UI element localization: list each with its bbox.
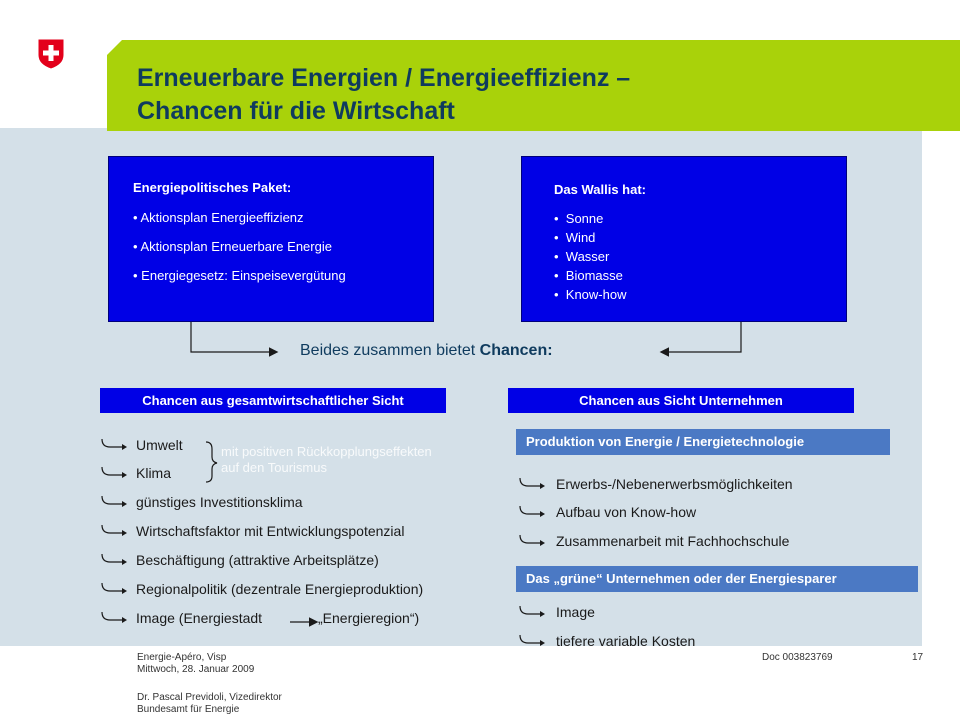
- page-number: 17: [912, 652, 924, 663]
- wallis-item: • Biomasse: [554, 268, 623, 283]
- hook-arrow-icon: [100, 437, 130, 451]
- swiss-cross-shield-icon: [37, 38, 65, 70]
- title-line-1: Erneuerbare Energien / Energieeffizienz –: [137, 64, 631, 92]
- wallis-resources-box: [521, 156, 847, 322]
- wallis-item: • Wasser: [554, 249, 610, 264]
- footer-event: Energie-Apéro, Visp Mittwoch, 28. Januar 2009: [137, 652, 255, 675]
- footer-speaker: Dr. Pascal Previdoli, Vizedirektor Bundesamt für Energie: [137, 692, 282, 715]
- hook-arrow-icon: [100, 581, 130, 595]
- image-region-suffix: „Energieregion“): [318, 610, 420, 626]
- hook-arrow-icon: [518, 504, 548, 518]
- wallis-heading: Das Wallis hat:: [554, 182, 646, 197]
- page-title: [137, 62, 897, 128]
- energy-policy-heading: Energiepolitisches Paket:: [133, 180, 292, 195]
- list-item: Wirtschaftsfaktor mit Entwicklungspotenzial: [136, 523, 405, 539]
- hook-arrow-icon: [100, 465, 130, 479]
- hook-arrow-icon: [100, 552, 130, 566]
- energy-policy-item: • Energiegesetz: Einspeisevergütung: [133, 268, 346, 283]
- list-item: Erwerbs-/Nebenerwerbsmöglichkeiten: [556, 476, 793, 492]
- title-line-2: Chancen für die Wirtschaft: [137, 97, 455, 125]
- list-item: günstiges Investitionsklima: [136, 494, 303, 510]
- list-item: Umwelt: [136, 437, 183, 453]
- hook-arrow-icon: [100, 523, 130, 537]
- together-statement: Beides zusammen bietet Chancen:: [300, 342, 553, 359]
- energy-policy-item: • Aktionsplan Energieeffizienz: [133, 210, 304, 225]
- tourism-feedback-note: mit positiven Rückkopplungseffekten auf den Tourismus: [221, 444, 432, 475]
- list-item: tiefere variable Kosten: [556, 633, 696, 649]
- list-item: Klima: [136, 465, 172, 481]
- hook-arrow-icon: [518, 633, 548, 647]
- energy-production-subheader: Produktion von Energie / Energietechnologie: [516, 429, 890, 455]
- hook-arrow-icon: [100, 494, 130, 508]
- wallis-item: • Know-how: [554, 287, 627, 302]
- list-item: Regionalpolitik (dezentrale Energieproduktion): [136, 581, 424, 597]
- list-item: Image (Energiestadt: [136, 610, 263, 626]
- macro-opportunities-header: Chancen aus gesamtwirtschaftlicher Sicht: [100, 388, 446, 413]
- hook-arrow-icon: [518, 533, 548, 547]
- company-opportunities-header: Chancen aus Sicht Unternehmen: [508, 388, 854, 413]
- list-item: Aufbau von Know-how: [556, 504, 697, 520]
- energy-policy-item: • Aktionsplan Erneuerbare Energie: [133, 239, 332, 254]
- hook-arrow-icon: [518, 604, 548, 618]
- list-item: Beschäftigung (attraktive Arbeitsplätze): [136, 552, 379, 568]
- hook-arrow-icon: [100, 610, 130, 624]
- list-item: Image: [556, 604, 595, 620]
- hook-arrow-icon: [518, 476, 548, 490]
- energy-policy-box: [108, 156, 434, 322]
- wallis-item: • Wind: [554, 230, 596, 245]
- wallis-item: • Sonne: [554, 211, 604, 226]
- footer-doc-number: Doc 003823769: [762, 652, 833, 663]
- green-company-subheader: Das „grüne“ Unternehmen oder der Energiesparer: [516, 566, 918, 592]
- list-item: Zusammenarbeit mit Fachhochschule: [556, 533, 790, 549]
